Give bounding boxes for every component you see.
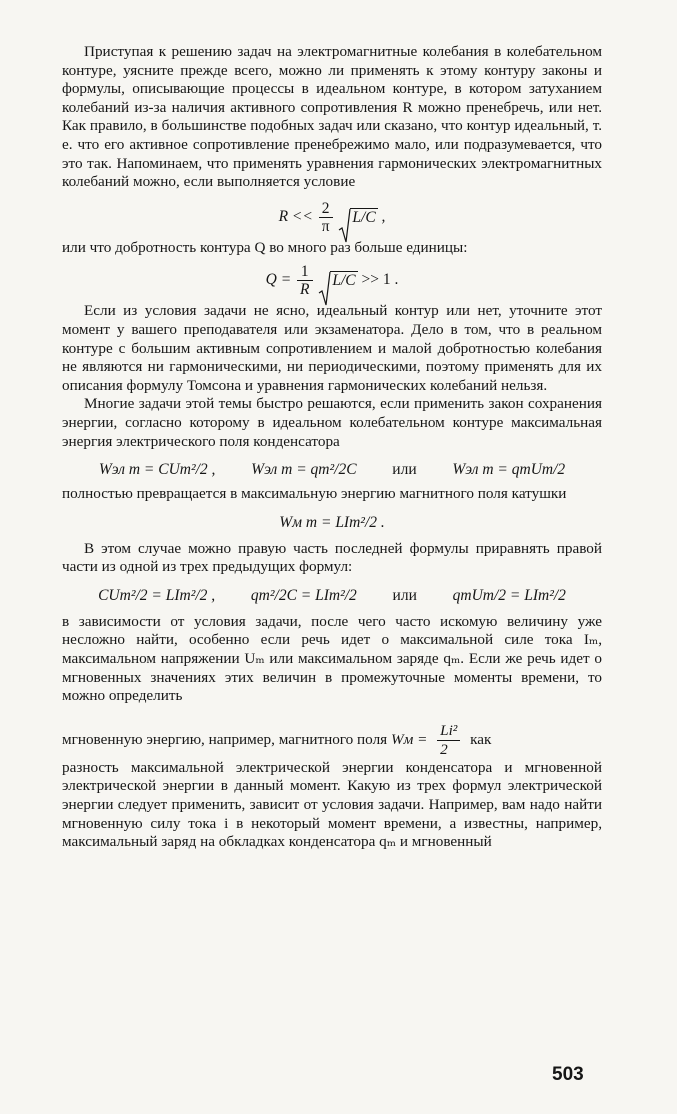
formula-eq1: CUm²/2 = LIm²/2 , [98, 586, 216, 604]
paragraph-energy-conservation: Многие задачи этой темы быстро решаются, если применить закон сохранения энергии, согласно которому в идеальном колебательном контуре максимальная энергия электрического поля конденсатора [62, 395, 602, 450]
paragraph-dependence: в зависимости от условия задачи, после чего часто искомую величину уже несложно найти, особенно если речь идет о максимальной силе тока Iₘ, максимальном напряжении Uₘ или максимальном заряде qₘ. Если же речь идет о мгновенных значениях этих величин в промежуточные моменты времени, то можно определить [62, 612, 602, 705]
formula-cond-tail: , [381, 207, 386, 225]
formula-electric-energy [62, 461, 602, 479]
instant-energy-start: мгновенную энергию, например, магнитного поля [62, 730, 388, 748]
formula-we3: Wэл m = qmUm/2 [452, 461, 566, 479]
formula-q-num: 1 [297, 263, 312, 281]
formula-we1: Wэл m = CUm²/2 , [98, 461, 216, 479]
formula-inline-wm: Wм = [390, 730, 428, 748]
formula-inline-den: 2 [440, 740, 448, 758]
paragraph-real-circuit: Если из условия задачи не ясно, идеальный контур или нет, уточните этот момент у вашего преподавателя или экзаменатора. Дело в том, что в реальном контуре с большим активным сопротивлением и малой добротностью колебания не являются ни гармоническими, ни периодическими, поэтому применять для их описания формулу Томсона и уравнения гармонических колебаний нельзя. [62, 302, 602, 394]
paragraph-instant-energy [62, 722, 602, 759]
formula-wm: Wм m = LIm²/2 . [279, 513, 385, 531]
formula-cond-num: 2 [319, 200, 333, 218]
formula-q-lhs: Q = [265, 271, 292, 289]
sqrt-sign-icon [318, 271, 357, 290]
formula-eq3: qmUm/2 = LIm²/2 [452, 586, 566, 604]
paragraph-coil: полностью превращается в максимальную энергию магнитного поля катушки [62, 485, 567, 503]
formula-we2: Wэл m = qm²/2C [251, 461, 357, 479]
formula-magnetic-energy [62, 514, 602, 532]
formula-q-tail: >> 1 . [361, 271, 399, 289]
formula-resistance-condition [62, 200, 602, 235]
formula-or-word-2: или [392, 586, 417, 604]
formula-quality-factor [62, 263, 602, 298]
formula-cond-lhs: R << [278, 207, 313, 225]
formula-inline-num: Li² [437, 722, 460, 741]
sqrt-sign-icon [338, 208, 377, 227]
text-body [62, 43, 602, 852]
instant-energy-end: как [470, 730, 492, 748]
paragraph-q-factor: или что добротность контура Q во много раз больше единицы: [62, 238, 468, 256]
formula-q-radicand: L/C [332, 272, 356, 290]
formula-cond-den: π [321, 217, 330, 235]
formula-or-word: или [392, 461, 417, 479]
page-number: 503 [552, 1064, 584, 1085]
formula-q-den: R [300, 281, 310, 299]
formula-cond-radicand: L/C [352, 208, 376, 226]
paragraph-equate: В этом случае можно правую часть последней формулы приравнять правой части из одной из трех предыдущих формул: [62, 539, 602, 576]
formula-equations [62, 587, 602, 605]
paragraph-difference: разность максимальной электрической энергии конденсатора и мгновенной электрической энергии в данный момент. Какую из трех формул электрической энергии следует применить, зависит от условия задачи. Например, вам надо найти мгновенную силу тока i в некоторый момент времени, а известны, например, максимальный заряд на обкладках конденсатора qₘ и мгновенный [62, 758, 602, 851]
formula-eq2: qm²/2C = LIm²/2 [250, 586, 357, 604]
paragraph-intro: Приступая к решению задач на электромагнитные колебания в колебательном контуре, уясните прежде всего, можно ли применять к этому контуру законы и формулы, описывающие процессы в идеальном контуре, в котором затуханием колебаний из-за наличия активного сопротивления R можно пренебречь, или нет. Как правило, в большинстве подобных задач или сказано, что контур идеальный, т. е. что его активное сопротивление пренебрежимо мало, или подразумевается, что это так. Напоминаем, что применять уравнения гармонических электромагнитных колебаний можно, если выполняется условие [62, 43, 602, 191]
